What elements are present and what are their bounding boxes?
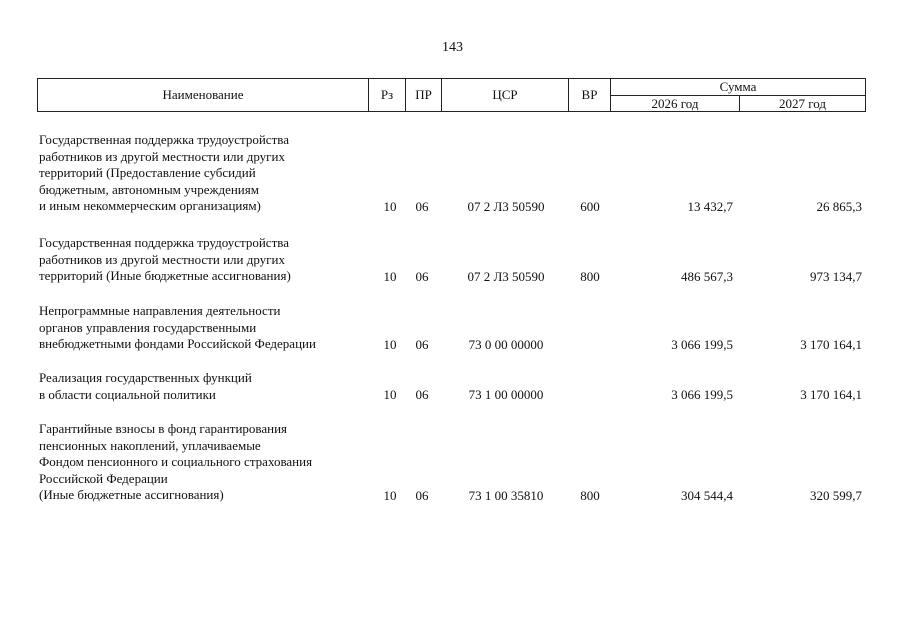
row-sum-2026: 486 567,3 (681, 268, 733, 284)
row-csr: 73 0 00 00000 (468, 336, 544, 352)
row-rz: 10 (383, 336, 397, 352)
row-sum-2026: 13 432,7 (687, 198, 733, 214)
row-name: Непрограммные направления деятельности органов управления государственными внебюджетными фондами Российской Федерации (39, 303, 316, 351)
row-name: Государственная поддержка трудоустройства работников из другой местности или других территорий (Иные бюджетные ассигнования) (39, 235, 291, 283)
table-row (37, 303, 866, 353)
row-rz: 10 (383, 487, 397, 503)
row-vr: 800 (580, 268, 600, 284)
header-pr: ПР (415, 87, 432, 102)
header-year-2026: 2026 год (651, 95, 699, 111)
row-csr: 07 2 Л3 50590 (467, 198, 545, 214)
header-rz: Рз (380, 87, 394, 102)
row-vr: 800 (580, 487, 600, 503)
header-name: Наименование (162, 87, 244, 102)
row-pr: 06 (415, 268, 429, 284)
page-number: 143 (442, 40, 463, 55)
table-row (37, 421, 866, 504)
row-vr: 600 (580, 198, 600, 214)
row-csr: 73 1 00 35810 (468, 487, 544, 503)
row-sum-2026: 3 066 199,5 (671, 336, 733, 352)
table-header (37, 78, 866, 112)
row-rz: 10 (383, 198, 397, 214)
row-sum-2027: 3 170 164,1 (800, 336, 862, 352)
row-csr: 73 1 00 00000 (468, 386, 544, 402)
row-sum-2026: 3 066 199,5 (671, 386, 733, 402)
row-pr: 06 (415, 386, 429, 402)
row-name: Государственная поддержка трудоустройства работников из другой местности или других территорий (Предоставление субсидий бюджетным, автономным учреждениям и иным некоммерческим организациям) (39, 132, 289, 213)
row-sum-2026: 304 544,4 (681, 487, 733, 503)
header-sum: Сумма (719, 79, 757, 94)
row-sum-2027: 26 865,3 (816, 198, 862, 214)
row-rz: 10 (383, 268, 397, 284)
table-row (37, 235, 866, 285)
row-sum-2027: 3 170 164,1 (800, 386, 862, 402)
header-year-2027: 2027 год (779, 95, 826, 111)
row-pr: 06 (415, 198, 429, 214)
row-pr: 06 (415, 487, 429, 503)
row-sum-2027: 973 134,7 (810, 268, 862, 284)
row-name: Реализация государственных функций в области социальной политики (39, 370, 252, 402)
table-row (37, 370, 866, 403)
row-pr: 06 (415, 336, 429, 352)
row-sum-2027: 320 599,7 (810, 487, 862, 503)
row-csr: 07 2 Л3 50590 (467, 268, 545, 284)
row-name: Гарантийные взносы в фонд гарантирования пенсионных накоплений, уплачиваемые Фондом пенсионного и социального страхования Российской Федерации (Иные бюджетные ассигнования) (39, 421, 313, 502)
header-vr: ВР (581, 87, 598, 102)
header-csr: ЦСР (492, 87, 518, 102)
row-rz: 10 (383, 386, 397, 402)
table-row (37, 132, 866, 215)
